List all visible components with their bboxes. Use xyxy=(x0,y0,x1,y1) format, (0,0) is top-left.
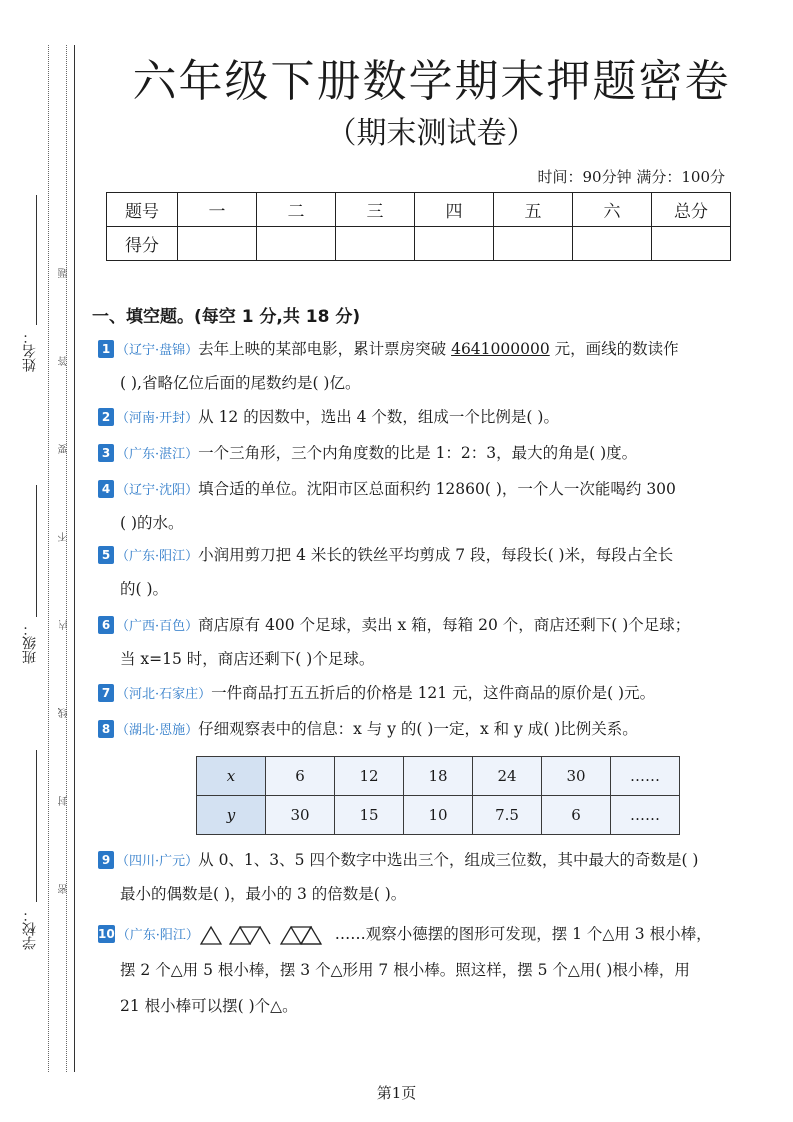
dotted-line-outer xyxy=(48,45,49,1072)
y-cell: 10 xyxy=(404,796,473,835)
question-text: 元，画线的数读作 xyxy=(549,340,679,358)
seal-char: 密 xyxy=(59,884,70,894)
page-number: 第1页 xyxy=(376,1084,417,1102)
question-source: （湖北·恩施） xyxy=(116,723,199,738)
question-number: 7 xyxy=(98,684,114,702)
seal-char: 要 xyxy=(59,444,70,454)
question-number: 1 xyxy=(98,340,114,358)
x-cell: 30 xyxy=(542,757,611,796)
x-cell: 24 xyxy=(473,757,542,796)
school-label: 学校： xyxy=(22,908,38,950)
question-text: ……观察小德摆的图形可发现，摆 1 个△用 3 根小棒， xyxy=(334,925,712,943)
score-table xyxy=(106,192,731,261)
name-label: 姓名： xyxy=(22,330,38,372)
score-cell[interactable] xyxy=(652,227,731,261)
question-text: 一个三角形，三个内角度数的比是 1：2：3，最大的角是( )度。 xyxy=(198,444,638,462)
question-1 xyxy=(98,337,748,395)
question-text: 仔细观察表中的信息：x 与 y 的( )一定，x 和 y 成( )比例关系。 xyxy=(198,720,638,738)
score-cell[interactable] xyxy=(494,227,573,261)
y-cell: …… xyxy=(611,796,680,835)
question-source: （四川·广元） xyxy=(116,854,199,869)
question-source: （河北·石家庄） xyxy=(116,687,212,702)
header-cell: 一 xyxy=(178,193,257,227)
question-8 xyxy=(98,717,748,743)
header-cell: 四 xyxy=(415,193,494,227)
question-source: （广东·湛江） xyxy=(116,447,199,462)
question-number: 10 xyxy=(98,927,115,941)
question-continuation: 当 x=15 时，商店还剩下( )个足球。 xyxy=(120,650,375,668)
x-cell: …… xyxy=(611,757,680,796)
question-number: 6 xyxy=(98,616,114,634)
question-number: 8 xyxy=(98,720,114,738)
question-continuation: 的( )。 xyxy=(120,580,169,598)
header-cell: 五 xyxy=(494,193,573,227)
score-cell[interactable] xyxy=(336,227,415,261)
class-label: 班级： xyxy=(22,622,38,664)
header-cell: 题号 xyxy=(107,193,178,227)
header-cell: 二 xyxy=(257,193,336,227)
seal-char: 封 xyxy=(59,796,70,806)
question-text: 一件商品打五五折后的价格是 121 元，这件商品的原价是( )元。 xyxy=(211,684,656,702)
score-cell[interactable] xyxy=(257,227,336,261)
seal-char: 线 xyxy=(59,708,70,718)
question-2 xyxy=(98,405,748,431)
question-continuation: ( ),省略亿位后面的尾数约是( )亿。 xyxy=(120,374,361,392)
y-cell: 15 xyxy=(335,796,404,835)
y-cell: 7.5 xyxy=(473,796,542,835)
name-field[interactable] xyxy=(36,195,37,325)
question-continuation: 最小的偶数是( )，最小的 3 的倍数是( )。 xyxy=(120,885,407,903)
time-info: 时间：90分钟 满分：100分 xyxy=(537,168,725,186)
score-cell[interactable] xyxy=(415,227,494,261)
question-number: 5 xyxy=(98,546,114,564)
question-text: 从 12 的因数中，选出 4 个数，组成一个比例是( )。 xyxy=(198,408,559,426)
y-cell: 6 xyxy=(542,796,611,835)
dotted-line-inner xyxy=(66,45,67,1072)
header-cell: 六 xyxy=(573,193,652,227)
question-7 xyxy=(98,681,748,707)
question-source: （辽宁·盘锦） xyxy=(116,343,199,358)
one-triangle-icon xyxy=(199,924,223,946)
score-cell[interactable] xyxy=(573,227,652,261)
question-continuation: ( )的水。 xyxy=(120,514,184,532)
question-source: （广西·百色） xyxy=(116,619,199,634)
x-cell: 18 xyxy=(404,757,473,796)
score-cell[interactable] xyxy=(178,227,257,261)
x-label: x xyxy=(197,757,266,796)
question-text: 从 0、1、3、5 四个数字中选出三个，组成三位数，其中最大的奇数是( ) xyxy=(198,851,699,869)
question-number: 4 xyxy=(98,480,114,498)
question-number: 2 xyxy=(98,408,114,426)
section-title: 一、填空题。(每空 1 分,共 18 分) xyxy=(92,307,361,327)
class-field[interactable] xyxy=(36,485,37,617)
question-3 xyxy=(98,441,748,467)
question-text: 去年上映的某部电影，累计票房突破 xyxy=(198,340,452,358)
question-text: 商店原有 400 个足球，卖出 x 箱，每箱 20 个，商店还剩下( )个足球； xyxy=(198,616,691,634)
two-triangles-icon xyxy=(228,924,274,946)
question-6 xyxy=(98,613,748,671)
question-source: （广东·阳江） xyxy=(116,928,199,943)
seal-char: 题 xyxy=(59,268,70,278)
question-9 xyxy=(98,848,748,906)
question-text: 填合适的单位。沈阳市区总面积约 12860( )，一个人一次能喝约 300 xyxy=(198,480,676,498)
question-continuation: 摆 2 个△用 5 根小棒，摆 3 个△形用 7 根小棒。照这样，摆 5 个△用( )根小棒，用 xyxy=(120,961,690,979)
solid-line xyxy=(74,45,75,1072)
question-number: 3 xyxy=(98,444,114,462)
question-4 xyxy=(98,477,748,535)
score-header-row xyxy=(107,193,731,227)
x-cell: 12 xyxy=(335,757,404,796)
exam-title: 六年级下册数学期末押题密卷 xyxy=(132,56,731,107)
y-label: y xyxy=(197,796,266,835)
question-10 xyxy=(98,922,748,1018)
question-5 xyxy=(98,543,748,601)
score-row xyxy=(107,227,731,261)
underlined-number: 4641000000 xyxy=(451,340,550,358)
question-number: 9 xyxy=(98,851,114,869)
header-cell: 三 xyxy=(336,193,415,227)
y-row xyxy=(197,796,680,835)
y-cell: 30 xyxy=(266,796,335,835)
question-source: （广东·阳江） xyxy=(116,549,199,564)
x-row xyxy=(197,757,680,796)
seal-char: 答 xyxy=(59,356,70,366)
question-text: 小润用剪刀把 4 米长的铁丝平均剪成 7 段，每段长( )米，每段占全长 xyxy=(198,546,674,564)
header-cell: 总分 xyxy=(652,193,731,227)
x-cell: 6 xyxy=(266,757,335,796)
exam-subtitle: （期末测试卷） xyxy=(326,116,537,151)
question-source: （河南·开封） xyxy=(116,411,199,426)
question-continuation: 21 根小棒可以摆( )个△。 xyxy=(120,997,298,1015)
three-triangles-icon xyxy=(279,924,335,946)
row-label: 得分 xyxy=(107,227,178,261)
question-source: （辽宁·沈阳） xyxy=(116,483,199,498)
seal-char: 不 xyxy=(59,532,70,542)
seal-char: 内 xyxy=(59,620,70,630)
xy-table xyxy=(196,756,680,835)
school-field[interactable] xyxy=(36,750,37,902)
